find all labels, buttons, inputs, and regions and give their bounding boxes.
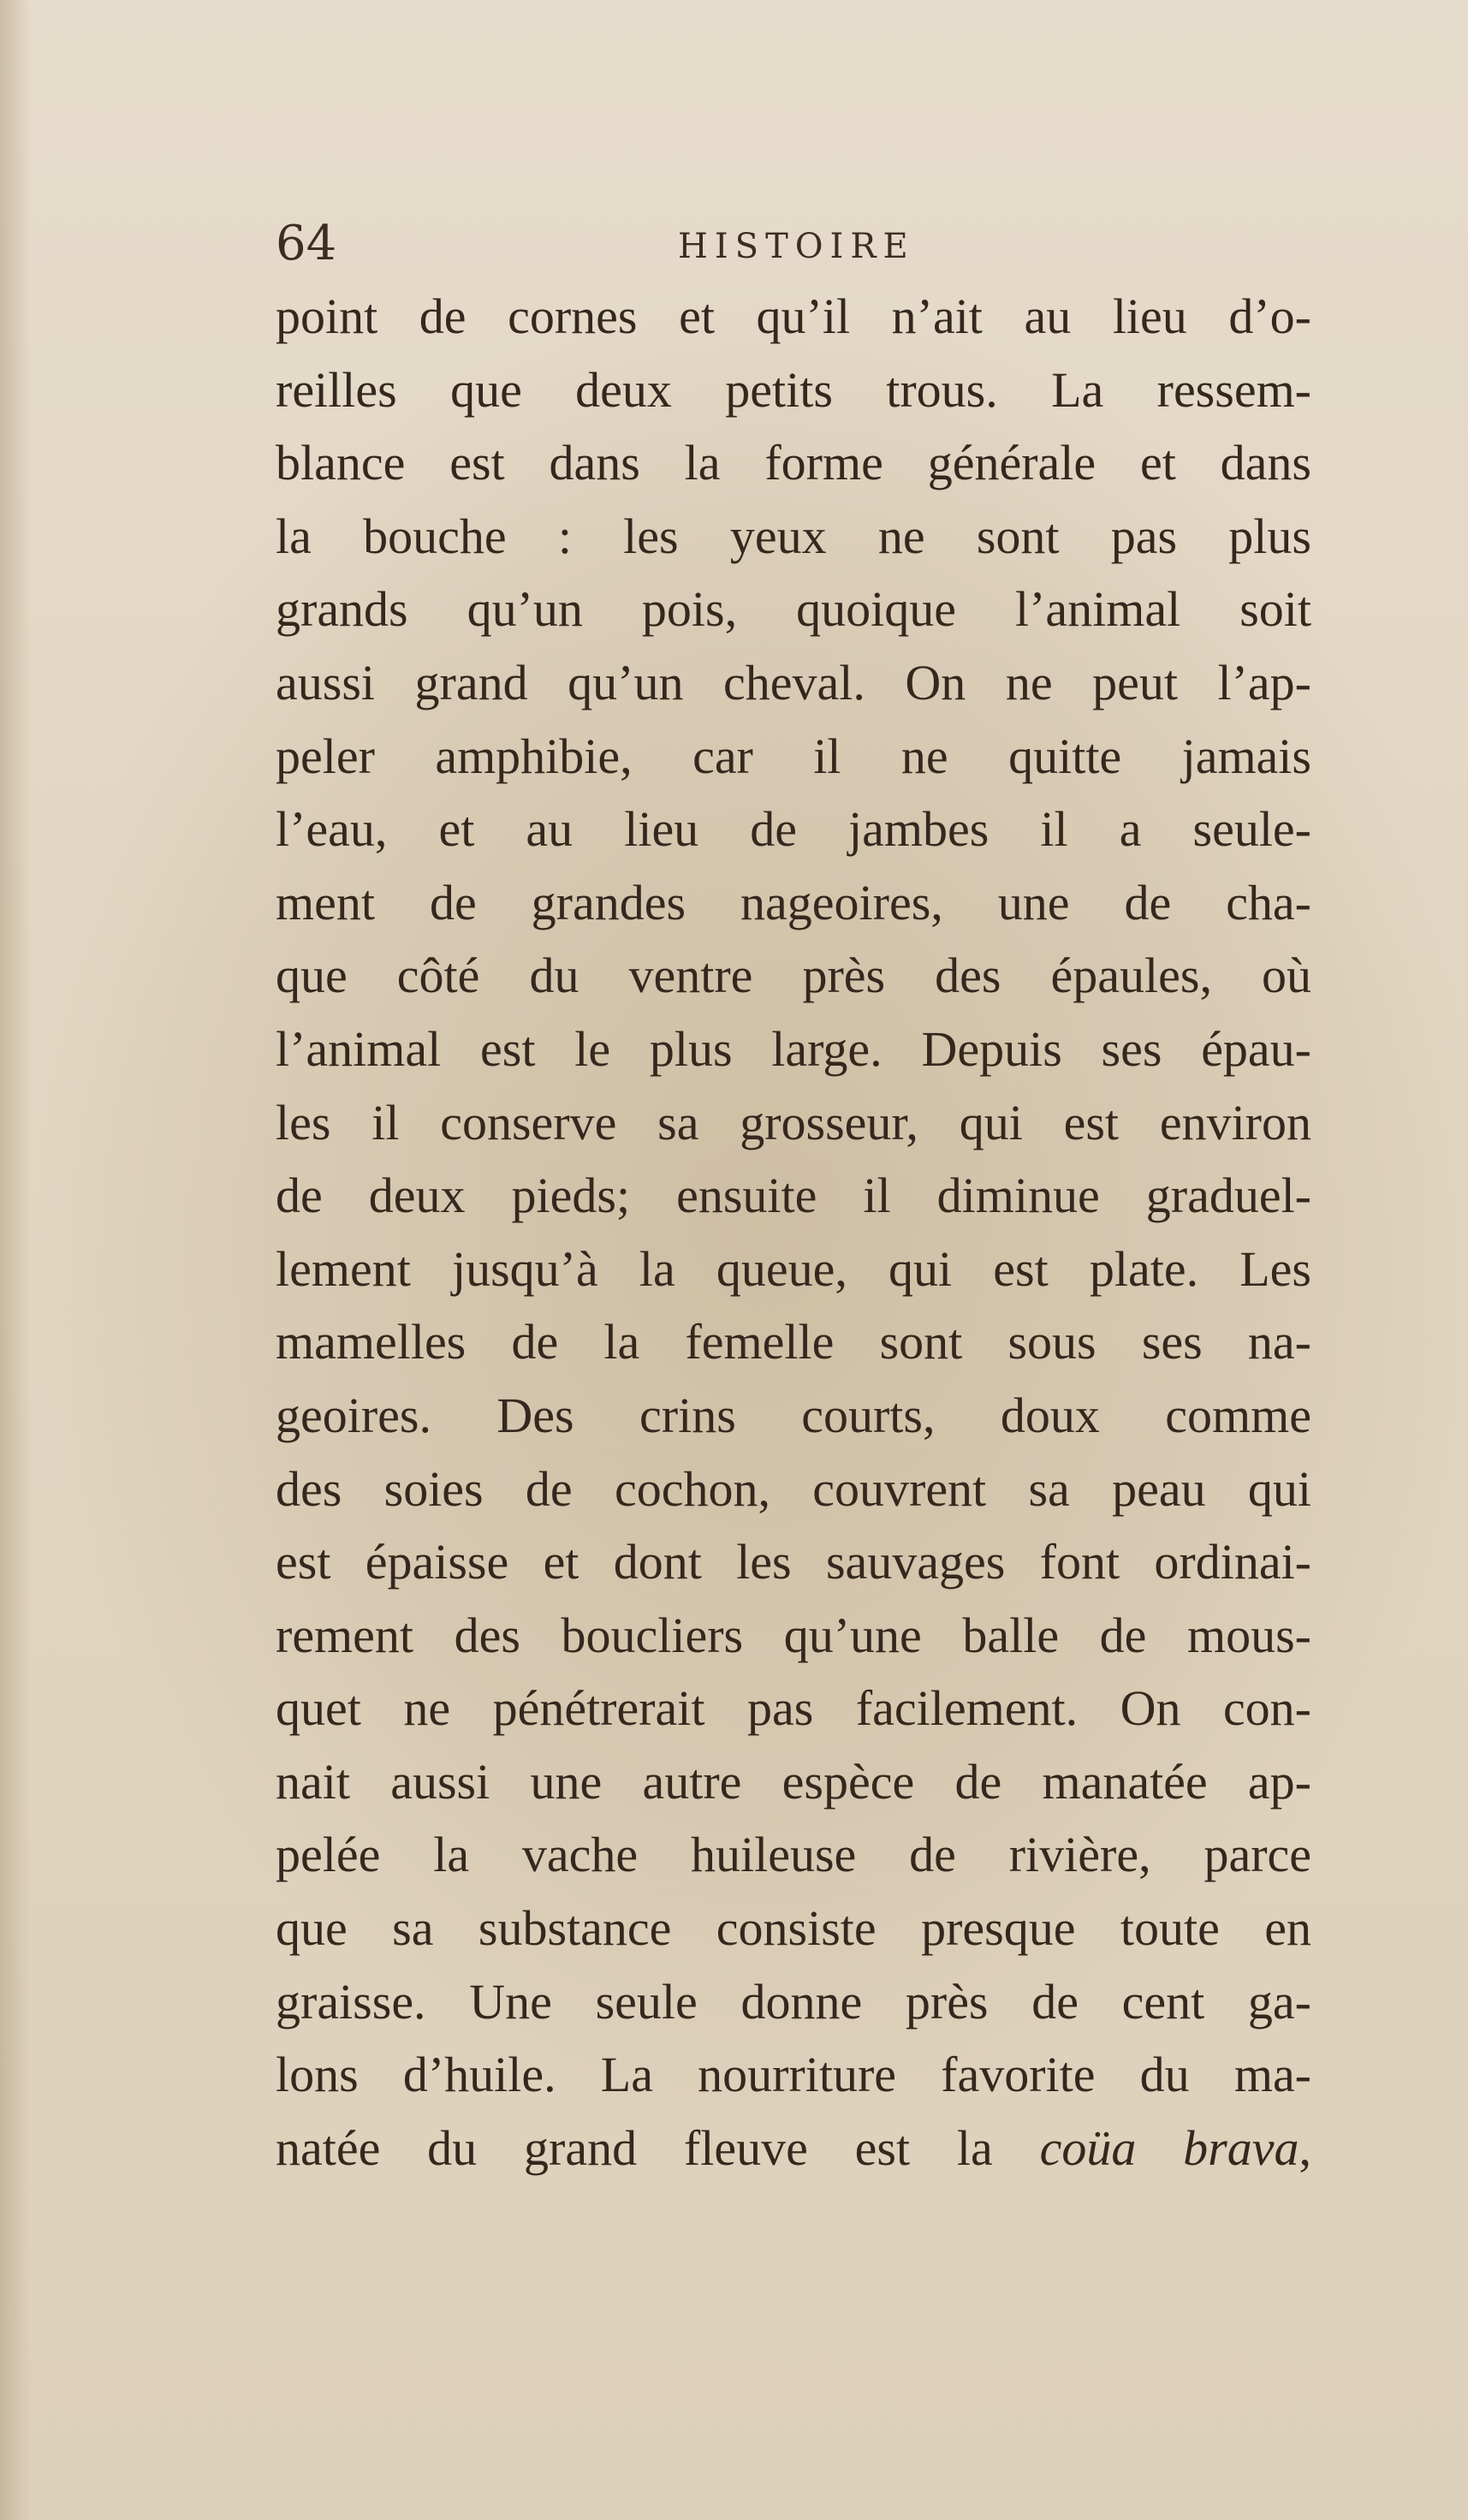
text-line: est épaisse et dont les sauvages font ordinai-: [276, 1534, 1311, 1590]
text-line: lons d’huile. La nourriture favorite du ma-: [276, 2047, 1311, 2103]
text-line: que sa substance consiste presque toute en: [276, 1900, 1311, 1957]
text-line: blance est dans la forme générale et dans: [276, 435, 1311, 491]
text-line: grands qu’un pois, quoique l’animal soit: [276, 581, 1311, 638]
text-line: peler amphibie, car il ne quitte jamais: [276, 728, 1311, 784]
text-line: ment de grandes nageoires, une de cha-: [276, 874, 1311, 930]
body-text: [276, 280, 1311, 2184]
text-line: reilles que deux petits trous. La ressem-: [276, 361, 1311, 418]
text-line: des soies de cochon, couvrent sa peau qui: [276, 1460, 1311, 1517]
text-line: la bouche : les yeux ne sont pas plus: [276, 508, 1311, 564]
text-line-last: [276, 2112, 1311, 2185]
text-line: point de cornes et qu’il n’ait au lieu d’o-: [276, 288, 1311, 344]
text-line: rement des boucliers qu’une balle de mous-: [276, 1607, 1311, 1663]
text-line: graisse. Une seule donne près de cent ga-: [276, 1973, 1311, 2030]
last-line-punct: ,: [1299, 2119, 1311, 2176]
text-line: de deux pieds; ensuite il diminue graduel-: [276, 1168, 1311, 1224]
text-line: aussi grand qu’un cheval. On ne peut l’ap-: [276, 654, 1311, 710]
page-number: 64: [276, 216, 337, 271]
last-line-text: natée du grand fleuve est la: [276, 2119, 993, 2176]
text-line: pelée la vache huileuse de rivière, parce: [276, 1827, 1311, 1883]
text-line: les il conserve sa grosseur, qui est environ: [276, 1094, 1311, 1150]
text-line: nait aussi une autre espèce de manatée ap-: [276, 1753, 1311, 1810]
running-head: [276, 214, 1303, 274]
text-line: mamelles de la femelle sont sous ses na-: [276, 1314, 1311, 1370]
text-line: que côté du ventre près des épaules, où: [276, 948, 1311, 1004]
italic-term: coüa brava: [1039, 2119, 1299, 2176]
running-title: HISTOIRE: [678, 227, 915, 266]
text-line: l’eau, et au lieu de jambes il a seule-: [276, 801, 1311, 858]
text-line: quet ne pénétrerait pas facilement. On con-: [276, 1680, 1311, 1737]
text-line: geoires. Des crins courts, doux comme: [276, 1387, 1311, 1443]
text-line: l’animal est le plus large. Depuis ses épau-: [276, 1020, 1311, 1077]
text-line: lement jusqu’à la queue, qui est plate. Les: [276, 1240, 1311, 1297]
